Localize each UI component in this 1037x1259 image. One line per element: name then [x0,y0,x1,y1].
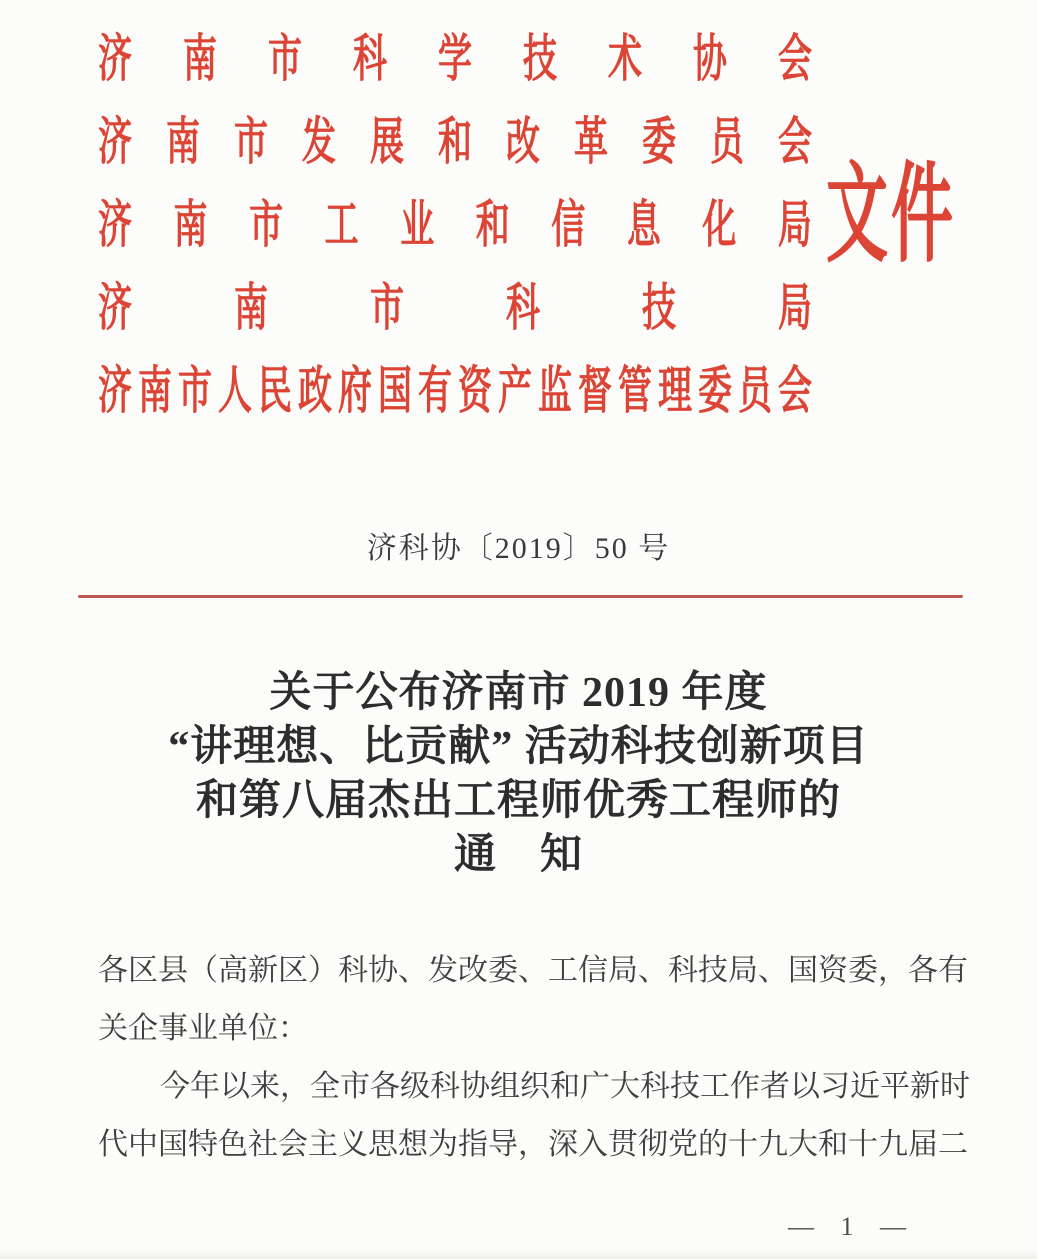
character-glyph: 区 [278,954,308,987]
character-glyph: 技 [698,954,728,987]
character-glyph: 会 [778,115,812,171]
character-glyph: 大 [788,1128,818,1161]
character-glyph: 作 [730,1070,760,1103]
character-glyph: 民 [258,364,292,420]
character-glyph: 主 [308,1128,338,1161]
character-glyph: 济 [98,198,132,254]
character-glyph: 展 [370,115,404,171]
character-glyph: 发 [428,954,458,987]
character-glyph: 色 [218,1128,248,1161]
character-glyph: 局 [728,954,758,987]
character-glyph: 的 [698,1128,728,1161]
character-glyph: 南 [166,115,200,171]
character-glyph: 有 [418,364,452,420]
character-glyph: ， [518,1128,548,1161]
character-glyph: 技 [642,281,676,337]
character-glyph: 特 [188,1128,218,1161]
character-glyph: 员 [738,364,772,420]
character-glyph: 平 [880,1070,910,1103]
character-glyph: 会 [778,32,812,88]
agency-name-line-4 [98,282,812,337]
character-glyph: 、 [398,954,428,987]
character-glyph: 级 [400,1070,430,1103]
character-glyph: 、 [638,954,668,987]
character-glyph: 济 [98,364,132,420]
character-glyph: 近 [850,1070,880,1103]
character-glyph: 资 [458,364,492,420]
body-line-paragraph-2 [98,1116,968,1174]
character-glyph: 新 [248,954,278,987]
character-glyph: 工 [324,198,359,254]
document-title [0,666,1037,882]
character-glyph: 组 [490,1070,520,1103]
character-glyph: 中 [128,1128,158,1161]
character-glyph: 技 [670,1070,700,1103]
character-glyph: 改 [458,954,488,987]
agency-name-line-1 [98,33,812,88]
character-glyph: 今 [160,1070,190,1103]
character-glyph: 会 [778,364,812,420]
document-body [98,942,970,1174]
character-glyph: 市 [178,364,212,420]
character-glyph: 为 [428,1128,458,1161]
character-glyph: 国 [378,364,412,420]
character-glyph: 济 [98,281,132,337]
character-glyph: 监 [538,364,572,420]
character-glyph: 习 [820,1070,850,1103]
character-glyph: 高 [218,954,248,987]
body-line-salutation-1 [98,942,968,1000]
character-glyph: 管 [618,364,652,420]
character-glyph: 九 [758,1128,788,1161]
character-glyph: 县 [158,954,188,987]
character-glyph: 各 [98,954,128,987]
character-glyph: 深 [548,1128,578,1161]
character-glyph: 新 [910,1070,940,1103]
agency-name-line-2 [98,116,812,171]
character-glyph: 以 [790,1070,820,1103]
document-number: 济科协〔2019〕50 号 [366,532,671,565]
character-glyph: 化 [702,198,737,254]
character-glyph: 文 [826,156,889,276]
character-glyph: 十 [848,1128,878,1161]
character-glyph: 局 [608,954,638,987]
character-glyph: 国 [788,954,818,987]
character-glyph: 协 [368,954,398,987]
character-glyph: ， [878,954,908,987]
title-line-3: 和第八届杰出工程师优秀工程师的 [195,778,841,824]
character-glyph: 信 [578,954,608,987]
red-separator-line [78,595,963,598]
character-glyph: 、 [758,954,788,987]
character-glyph: 件 [891,156,954,276]
character-glyph: 彻 [638,1128,668,1161]
character-glyph: 南 [173,198,208,254]
character-glyph: 科 [430,1070,460,1103]
character-glyph: 、 [518,954,548,987]
character-glyph: 业 [400,198,435,254]
agency-name-line-3 [98,199,812,254]
character-glyph: 局 [778,281,812,337]
character-glyph: 和 [818,1128,848,1161]
body-line-paragraph-1 [98,1058,970,1116]
title-line-4: 通 知 [453,832,583,878]
character-glyph: 济 [98,115,132,171]
character-glyph: 理 [658,364,692,420]
character-glyph: 国 [158,1128,188,1161]
character-glyph: 科 [668,954,698,987]
character-glyph: 发 [302,115,336,171]
character-glyph: 各 [908,954,938,987]
doc-type-label [826,156,954,276]
character-glyph: 府 [338,364,372,420]
character-glyph: 息 [626,198,661,254]
character-glyph: 员 [710,115,744,171]
character-glyph: ， [280,1070,310,1103]
character-glyph: 和 [475,198,510,254]
character-glyph: ） [308,954,338,987]
character-glyph: 南 [183,32,217,88]
character-glyph: 南 [234,281,268,337]
character-glyph: 工 [700,1070,730,1103]
character-glyph: 大 [610,1070,640,1103]
character-glyph: 党 [668,1128,698,1161]
title-line-2: “讲理想、比贡献” 活动科技创新项目 [168,724,869,770]
body-line-salutation-2: 关企事业单位： [98,1012,308,1045]
character-glyph: 思 [368,1128,398,1161]
character-glyph: 资 [818,954,848,987]
character-glyph: （ [188,954,218,987]
character-glyph: 和 [438,115,472,171]
character-glyph: 有 [938,954,968,987]
character-glyph: 入 [578,1128,608,1161]
character-glyph: 工 [548,954,578,987]
character-glyph: 产 [498,364,532,420]
character-glyph: 委 [698,364,732,420]
character-glyph: 者 [760,1070,790,1103]
character-glyph: 想 [398,1128,428,1161]
character-glyph: 二 [938,1128,968,1161]
agency-name-list [98,33,812,448]
agency-name-line-5 [98,365,812,420]
character-glyph: 委 [848,954,878,987]
character-glyph: 科 [640,1070,670,1103]
character-glyph: 科 [338,954,368,987]
character-glyph: 术 [608,32,642,88]
character-glyph: 南 [138,364,172,420]
character-glyph: 十 [728,1128,758,1161]
character-glyph: 时 [940,1070,970,1103]
character-glyph: 信 [551,198,586,254]
character-glyph: 济 [98,32,132,88]
page-number: — 1 — [788,1212,916,1241]
character-glyph: 代 [98,1128,128,1161]
character-glyph: 委 [488,954,518,987]
character-glyph: 市 [234,115,268,171]
character-glyph: 来 [250,1070,280,1103]
character-glyph: 义 [338,1128,368,1161]
character-glyph: 指 [458,1128,488,1161]
character-glyph: 技 [523,32,557,88]
character-glyph: 改 [506,115,540,171]
character-glyph: 贯 [608,1128,638,1161]
title-line-1: 关于公布济南市 2019 年度 [269,670,768,716]
character-glyph: 市 [340,1070,370,1103]
character-glyph: 广 [580,1070,610,1103]
character-glyph: 科 [506,281,540,337]
character-glyph: 局 [777,198,812,254]
character-glyph: 协 [460,1070,490,1103]
character-glyph: 政 [298,364,332,420]
character-glyph: 和 [550,1070,580,1103]
character-glyph: 区 [128,954,158,987]
character-glyph: 年 [190,1070,220,1103]
character-glyph: 织 [520,1070,550,1103]
character-glyph: 学 [438,32,472,88]
character-glyph: 各 [370,1070,400,1103]
character-glyph: 社 [248,1128,278,1161]
character-glyph: 委 [642,115,676,171]
character-glyph: 以 [220,1070,250,1103]
character-glyph: 协 [693,32,727,88]
character-glyph: 督 [578,364,612,420]
character-glyph: 会 [278,1128,308,1161]
character-glyph: 科 [353,32,387,88]
character-glyph: 市 [249,198,284,254]
character-glyph: 全 [310,1070,340,1103]
character-glyph: 革 [574,115,608,171]
character-glyph: 市 [370,281,404,337]
character-glyph: 届 [908,1128,938,1161]
character-glyph: 市 [268,32,302,88]
character-glyph: 九 [878,1128,908,1161]
character-glyph: 人 [218,364,252,420]
character-glyph: 导 [488,1128,518,1161]
